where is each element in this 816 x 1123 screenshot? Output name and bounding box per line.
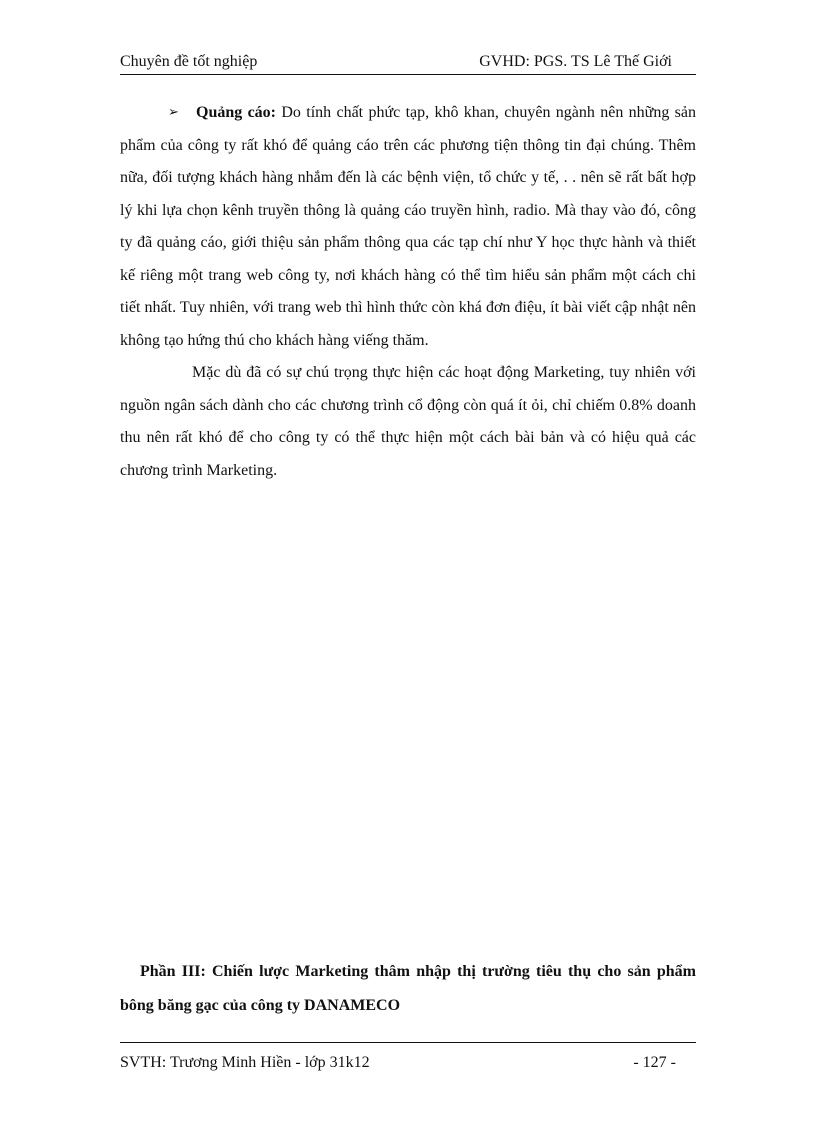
page-body xyxy=(120,97,696,487)
advertising-lead: Quảng cáo: xyxy=(196,104,277,121)
page-header xyxy=(120,50,672,74)
advertising-paragraph xyxy=(120,97,696,357)
arrow-bullet-icon: ➢ xyxy=(168,105,179,120)
advertising-text: Do tính chất phức tạp, khô khan, chuyên ngành nên những sản phẩm của công ty rất khó để quảng cáo trên các phương tiện thông tin đại chúng. Thêm nữa, đối tượng khách hàng nhắm đến là các bệnh viện, tổ chức y tế, . . nên sẽ rất bất hợp lý khi lựa chọn kênh truyền thông là quảng cáo truyền hình, radio. Mà thay vào đó, công ty đã quảng cáo, giới thiệu sản phẩm thông qua các tạp chí như Y học thực hành và thiết kế riêng một trang web công ty, nơi khách hàng có thể tìm hiểu sản phẩm một cách chi tiết nhất. Tuy nhiên, với trang web thì hình thức còn khá đơn điệu, ít bài viết cập nhật nên không tạo hứng thú cho khách hàng viếng thăm. xyxy=(120,104,697,349)
header-thesis-label: Chuyên đề tốt nghiệp xyxy=(120,53,258,70)
footer-student-label: SVTH: Trương Minh Hiền - lớp 31k12 xyxy=(120,1054,370,1071)
section-heading: Phần III: Chiến lược Marketing thâm nhập thị trường tiêu thụ cho sản phẩm bông băng gạc của công ty DANAMECO xyxy=(120,963,696,1014)
header-rule xyxy=(120,74,696,75)
page-footer xyxy=(120,1051,676,1075)
header-advisor-label: GVHD: PGS. TS Lê Thế Giới xyxy=(479,53,672,70)
page-number: - 127 - xyxy=(633,1054,676,1071)
budget-paragraph: Mặc dù đã có sự chú trọng thực hiện các hoạt động Marketing, tuy nhiên với nguồn ngân sách dành cho các chương trình cổ động còn quá ít ỏi, chỉ chiếm 0.8% doanh thu nên rất khó để cho công ty có thể thực hiện một cách bài bản và có hiệu quả các chương trình Marketing. xyxy=(120,364,696,479)
footer-rule xyxy=(120,1042,696,1043)
